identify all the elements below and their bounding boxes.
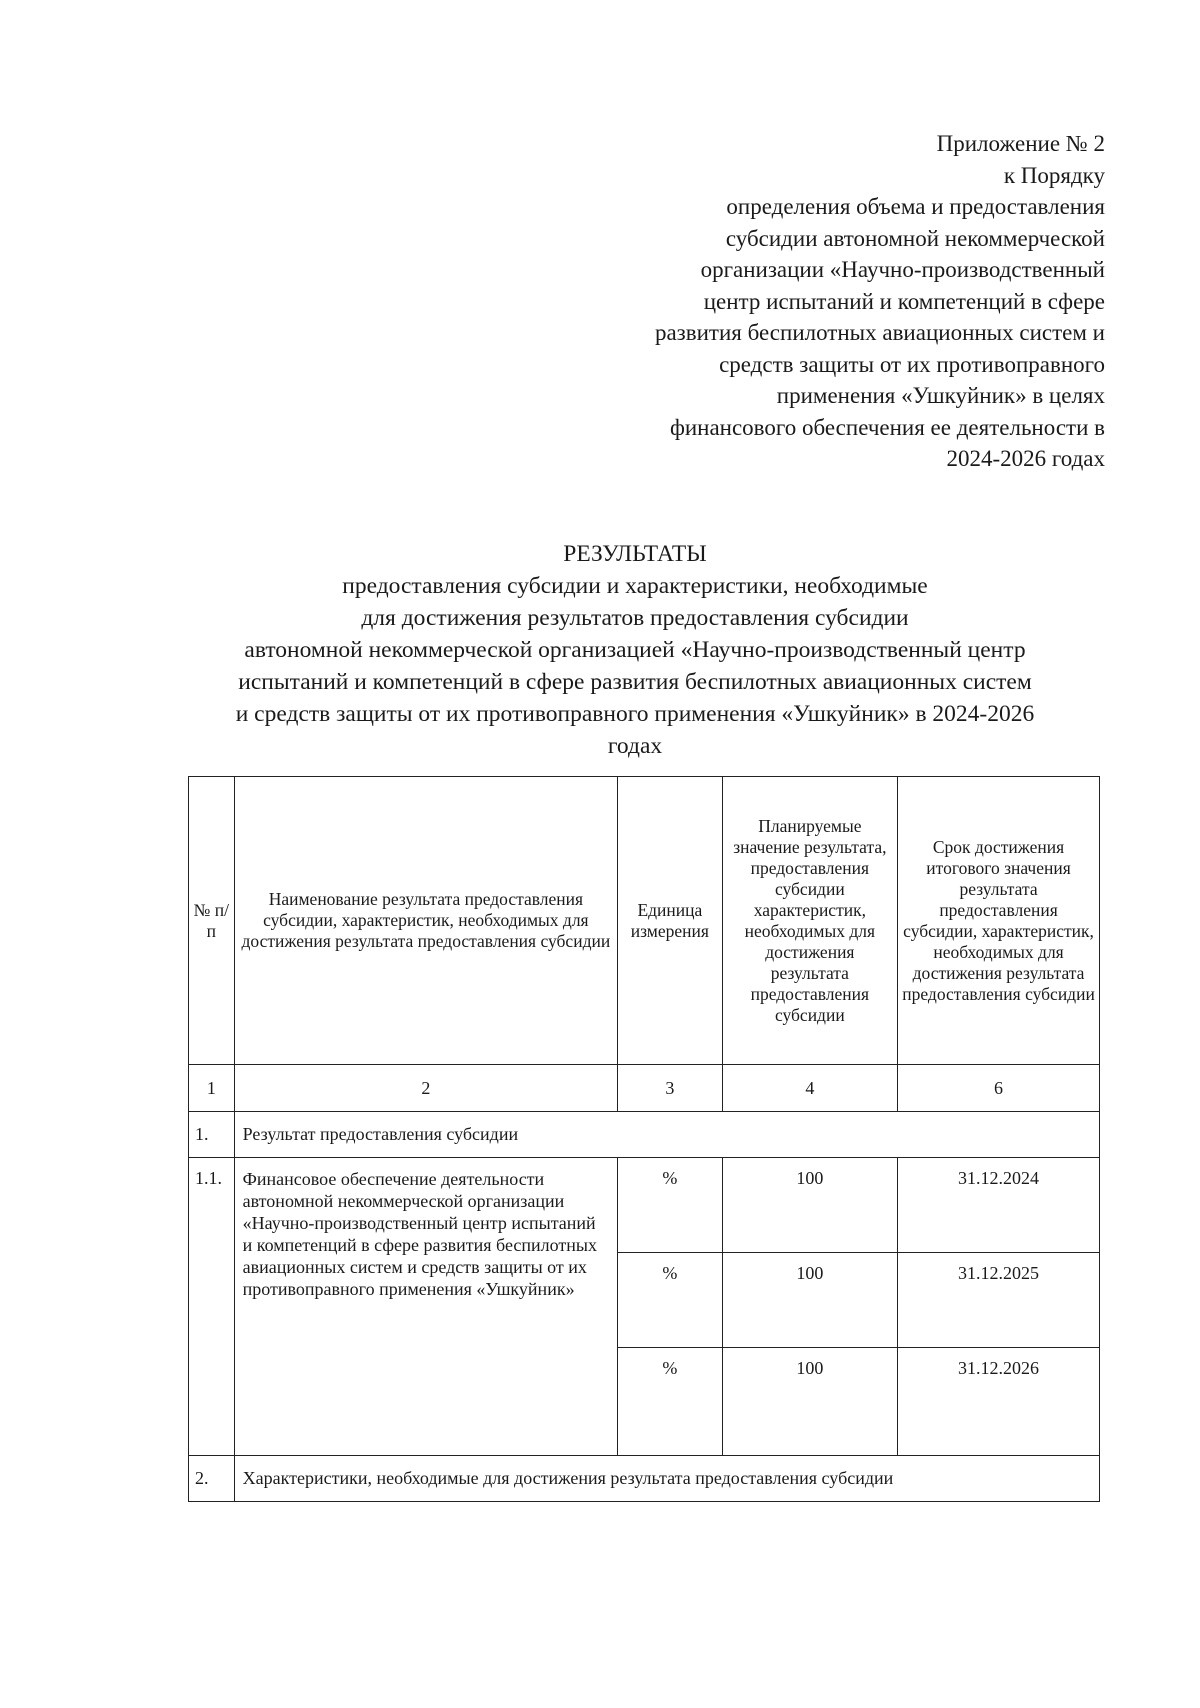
table-row (189, 1158, 1100, 1253)
appendix-line: финансового обеспечения ее деятельности в (669, 414, 1105, 440)
appendix-line: организации «Научно-производственный (700, 257, 1105, 282)
unit-cell: % (618, 1348, 722, 1456)
section-number: 2. (189, 1456, 235, 1502)
column-index: 6 (898, 1065, 1100, 1112)
value-cell: 100 (722, 1253, 898, 1348)
document-title (170, 538, 1100, 762)
appendix-line: развития беспилотных авиационных систем и (654, 320, 1105, 345)
column-index: 1 (189, 1065, 235, 1112)
section-row-1 (189, 1112, 1100, 1158)
appendix-line: Приложение № 2 (936, 131, 1105, 156)
appendix-line: центр испытаний и компетенций в сфере (703, 288, 1105, 314)
header-plan: Планируемые значение результата, предоставления субсидии характеристик, необходимых для достижения результата предоставления субсидии (722, 777, 898, 1065)
header-name-text: Наименование результата предоставления субсидии, характеристик, необходимых для достижения результата предоставления субсидии (241, 889, 611, 951)
header-num: № п/п (189, 777, 235, 1065)
title-line: и средств защиты от их противоправного применения «Ушкуйник» в 2024-2026 (235, 701, 1035, 727)
title-line: для достижения результатов предоставления субсидии (361, 605, 909, 631)
title-line: годах (607, 733, 663, 759)
section-label: Результат предоставления субсидии (234, 1112, 1099, 1158)
title-line: автономной некоммерческой организацией «Научно-производственный центр (244, 637, 1026, 663)
appendix-header (545, 128, 1105, 475)
appendix-line: средств защиты от их противоправного (719, 351, 1105, 377)
unit-cell: % (618, 1253, 722, 1348)
section-number: 1. (189, 1112, 235, 1158)
column-index: 4 (722, 1065, 898, 1112)
date-cell: 31.12.2024 (898, 1158, 1100, 1253)
column-index: 2 (234, 1065, 617, 1112)
appendix-line: применения «Ушкуйник» в целях (776, 383, 1105, 408)
results-table-wrapper (188, 776, 1100, 1502)
header-name (234, 777, 617, 1065)
appendix-line: определения объема и предоставления (726, 194, 1105, 219)
title-line: испытаний и компетенций в сфере развития беспилотных авиационных систем (238, 669, 1032, 695)
value-cell: 100 (722, 1158, 898, 1253)
item-name: Финансовое обеспечение деятельности автономной некоммерческой организации «Научно-производственный центр испытаний и компетенций в сфере развития беспилотных авиационных систем и средств защиты от их противоправного применения «Ушкуйник» (234, 1158, 617, 1456)
item-number: 1.1. (189, 1158, 235, 1456)
title-heading: РЕЗУЛЬТАТЫ (563, 541, 707, 567)
section-row-2 (189, 1456, 1100, 1502)
title-line: предоставления субсидии и характеристики, необходимые (342, 573, 928, 599)
date-cell: 31.12.2025 (898, 1253, 1100, 1348)
header-term: Срок достижения итогового значения результата предоставления субсидии, характеристик, необходимых для достижения результата предоставления субсидии (898, 777, 1100, 1065)
appendix-line: к Порядку (1003, 162, 1105, 188)
appendix-line: 2024-2026 годах (946, 446, 1105, 471)
unit-cell: % (618, 1158, 722, 1253)
header-unit: Единица измерения (618, 777, 722, 1065)
value-cell: 100 (722, 1348, 898, 1456)
section-label: Характеристики, необходимые для достижения результата предоставления субсидии (234, 1456, 1099, 1502)
column-index: 3 (618, 1065, 722, 1112)
date-cell: 31.12.2026 (898, 1348, 1100, 1456)
appendix-line: субсидии автономной некоммерческой (725, 225, 1105, 251)
column-index-row (189, 1065, 1100, 1112)
table-header-row (189, 777, 1100, 1065)
results-table (188, 776, 1100, 1502)
